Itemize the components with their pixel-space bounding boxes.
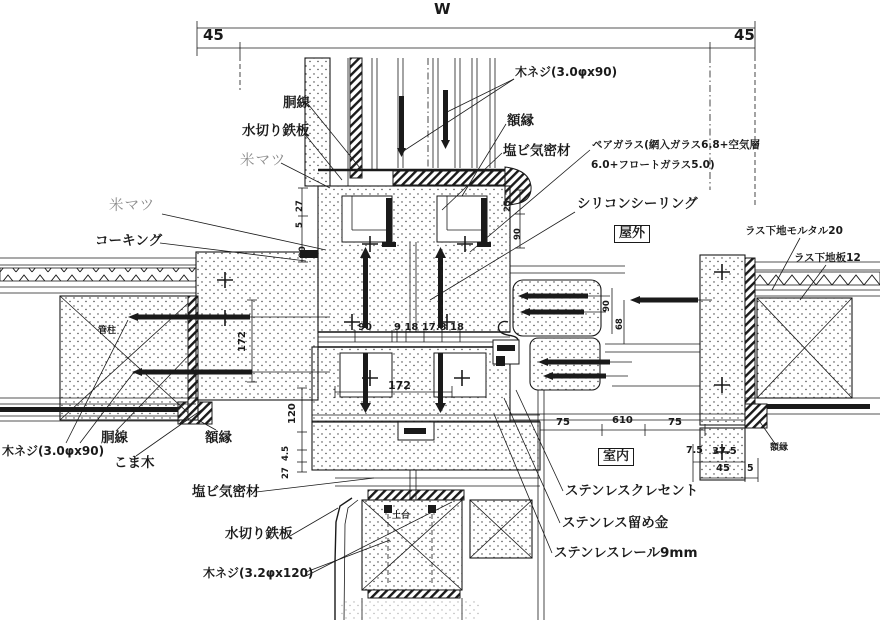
label-trunk-wire-top: 胴線 [283,95,310,111]
dim-head-v-a: 27 [295,200,305,212]
label-indoor: 室内 [598,448,634,466]
dim-mid-v-b: 68 [615,318,625,330]
label-koma-wood: こま木 [114,455,155,471]
dim-rail-right: 75 [668,417,682,428]
label-stainless-catch: ステンレス留め金 [562,515,669,531]
label-pine-top: 米マツ [240,153,287,169]
label-wood-screw-top: 木ネジ(3.0φx90) [515,65,618,79]
dim-sill-small-b: 27 [281,467,291,479]
label-frame-trim-right: 額縁 [770,443,789,453]
dim-jamb-height: 172 [237,331,248,352]
dim-mid-v-a: 90 [602,300,612,312]
dim-trim-a: 7.5 [686,445,703,456]
dim-head-v-e: 90 [513,228,523,240]
label-stainless-rail: ステンレスレール9mm [554,545,698,561]
dim-margin-left: 45 [203,26,224,44]
dim-glass-row: 9 18 17.8 18 [394,322,464,333]
dim-trim-c: 45 [716,463,730,474]
head-frame [318,186,510,332]
dim-overall-width: W [434,0,451,18]
label-flashing-top: 水切り鉄板 [242,123,310,139]
dim-rail-center: 610 [612,415,633,426]
label-frame-trim-left: 額縁 [205,430,232,446]
dim-margin-right: 45 [734,26,755,44]
label-stainless-crescent: ステンレスクレセント [565,483,699,499]
label-sill-plate: 土台 [392,511,411,521]
sill-foundation [312,390,544,620]
dim-head-gap: 90 [358,322,372,333]
dim-sill-height: 120 [287,403,298,424]
left-wall [0,250,330,421]
label-wood-screw-bottom: 木ネジ(3.2φx120) [203,566,314,580]
label-lath-mortar: ラス下地モルタル20 [745,225,843,237]
dim-head-v-d: 25 [503,200,513,212]
label-outdoor: 屋外 [614,225,650,243]
label-lath-board: ラス下地板12 [794,252,861,264]
label-pair-glass-line2: 6.0+フロートガラス5.0) [591,159,715,171]
label-stud-post: 管柱 [98,326,117,336]
dim-sill-small-a: 4.5 [281,445,291,461]
dim-stile-width: 172 [388,379,411,392]
label-frame-trim-top: 額縁 [507,113,534,129]
dim-head-v-b: 5 [295,222,305,228]
dim-rail-left: 75 [556,417,570,428]
label-pair-glass-line1: ペアガラス(網入ガラス6.8+空気層 [592,139,760,151]
label-trunk-wire-bottom: 胴線 [101,430,128,446]
meeting-rails [318,332,510,347]
dim-trim-d: 5 [747,463,754,474]
dim-trim-b: 37.5 [712,446,737,457]
label-silicone-sealing: シリコンシーリング [577,196,698,212]
head-assembly [305,58,531,206]
label-pine-left: 米マツ [109,198,156,214]
dim-head-v-c: 90 [298,246,308,258]
label-pvc-seal-top: 塩ビ気密材 [503,143,571,159]
label-caulking: コーキング [95,233,163,249]
label-flashing-bottom: 水切り鉄板 [225,526,293,542]
label-wood-screw-left: 木ネジ(3.0φx90) [2,444,105,458]
label-pvc-seal-bottom: 塩ビ気密材 [192,484,260,500]
